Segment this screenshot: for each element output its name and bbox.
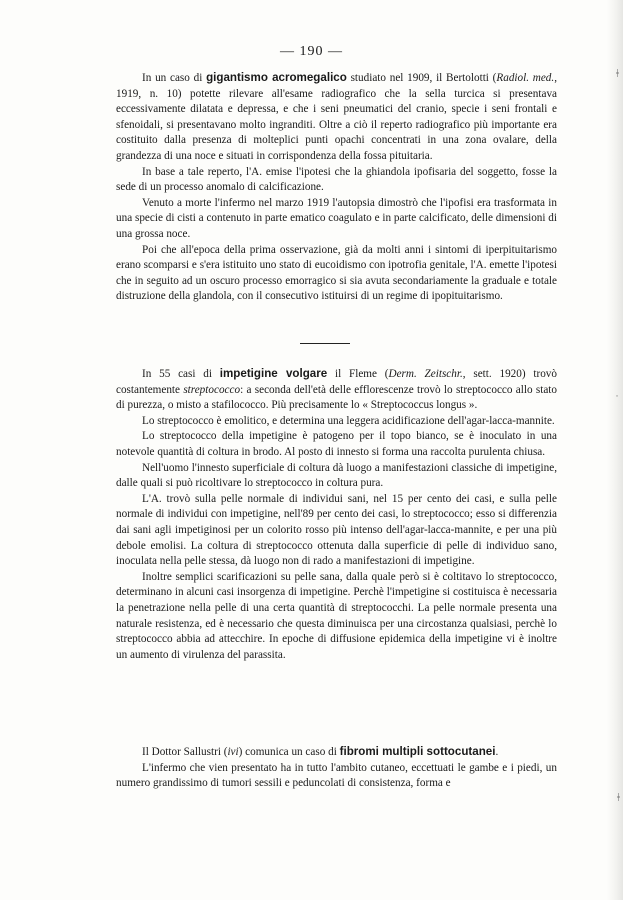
section-divider [300, 343, 350, 344]
paragraph: In base a tale reperto, l'A. emise l'ipotesi che la ghiandola ipofisaria del soggetto, fosse la sede di un processo anomalo di calcificazione. [116, 165, 557, 194]
text-run: , sett. 1920) trovò costantemente [116, 368, 557, 396]
paragraph: Lo streptococco è emolitico, e determina una leggera acidificazione dell'agar-lacca-mannite. [142, 414, 555, 427]
text-run: : a seconda dell'età delle efflorescenze trovò lo streptococco allo stato di purezza, o misto a stafilococco. Più precisamente lo « Streptococcus longus ». [116, 383, 557, 412]
paragraph [116, 366, 557, 414]
paragraph [116, 70, 557, 165]
citation: Radiol. med. [496, 72, 555, 84]
scan-artifact: ˙ [615, 392, 619, 406]
page-edge-shadow [607, 0, 623, 900]
scan-artifact: ǂ [616, 66, 619, 80]
paragraph: L'infermo che vien presentato ha in tutto l'ambito cutaneo, eccettuati le gambe e i piedi, un numero grandissimo di tumori sessili e peduncolati di consistenza, forma e [116, 761, 557, 790]
section-impetigo [116, 366, 557, 663]
topic-heading: gigantismo acromegalico [206, 71, 347, 84]
section-acromegaly [116, 70, 557, 305]
topic-heading: impetigine volgare [219, 367, 328, 380]
citation: ivi [227, 746, 239, 758]
scan-artifact: ǂ [617, 790, 620, 804]
paragraph: L'A. trovò sulla pelle normale di individui sani, nel 15 per cento dei casi, e sulla pelle normale di individui con impetigine, nell'89 per cento dei casi, lo streptococco; esso si differenzia dai sani agli impetiginosi per un colorito rosso più intenso dell'agar-lacca-mannite, e per una più debole emolisi. La coltura di streptococco ottenuta dalla superficie di pelle di individuo sano, inoculata nella pelle stessa, dà luogo non di rado a manifestazioni di impetigine. [116, 492, 557, 568]
text-run: In 55 casi di [142, 368, 220, 380]
text-run: studiato nel 1909, il Bertolotti ( [346, 72, 497, 84]
paragraph: Lo streptococco della impetigine è patogeno per il topo bianco, se è inoculato in una notevole quantità di coltura in brodo. Al posto di innesto si forma una raccolta purulenta chiusa. [116, 430, 557, 458]
text-run: ) comunica un caso di [238, 746, 340, 758]
paragraph [116, 744, 557, 761]
paragraph: Inoltre semplici scarificazioni su pelle sana, dalla quale però si è coltitavo lo streptococco, determinano in alcuni casi insorgenza di impetigine. Perchè l'impetigine si costituisca è necessaria la penetrazione nella pelle di una certa quantità di streptococchi. La pelle normale presenta una naturale resistenza, ed è necessario che questa diminuisca per una circostanza qualsiasi, perchè lo streptococco abbia ad attecchire. In epoche di diffusione epidemica della impetigine vi è inoltre un aumento di virulenza del parassita. [116, 570, 557, 661]
paragraph: Nell'uomo l'innesto superficiale di coltura dà luogo a manifestazioni classiche di impetigine, dalle quali si può ricoltivare lo streptococco in coltura pura. [116, 461, 557, 490]
citation: Derm. Zeitschr. [388, 368, 463, 380]
section-fibromas [116, 744, 557, 792]
paragraph: Venuto a morte l'infermo nel marzo 1919 l'autopsia dimostrò che l'ipofisi era trasformata in una specie di cisti a contenuto in parte ematico coagulato e in parte calcificato, delle dimensioni di una grossa noce. [116, 196, 557, 240]
italic-term: streptococco [183, 383, 241, 396]
text-run: . [495, 746, 499, 758]
topic-heading: fibromi multipli sottocutanei [339, 745, 496, 758]
text-run: , 1919, n. 10) potette rilevare all'esame radiografico che la sella turcica si presentava eccessivamente dilatata e depressa, e che i seni pneumatici del cranio, specie i seni frontali e sfenoidali, si presentavano molto ingranditi. Oltre a ciò il reperto radiografico più importante era costituito dalla presenza di molteplici punti opachi concentrati in una zona ovalare, della grandezza di una noce e situati in corrispondenza della fossa pituitaria. [116, 72, 557, 162]
paragraph: Poi che all'epoca della prima osservazione, già da molti anni i sintomi di iperpituitarismo erano scomparsi e s'era istituito uno stato di eucoidismo con ipotrofia genitale, l'A. emette l'ipotesi che in seguito ad un oscuro processo emorragico si sia avuta secondariamente la graduale e totale distruzione della glandola, con il consecutivo istituirsi di un regime di ipopituitarismo. [116, 243, 557, 303]
text-run: Il Dottor Sallustri ( [142, 746, 228, 758]
page-number: — 190 — [280, 44, 343, 59]
text-run: il Fleme ( [327, 368, 389, 380]
text-run: In un caso di [142, 72, 207, 84]
